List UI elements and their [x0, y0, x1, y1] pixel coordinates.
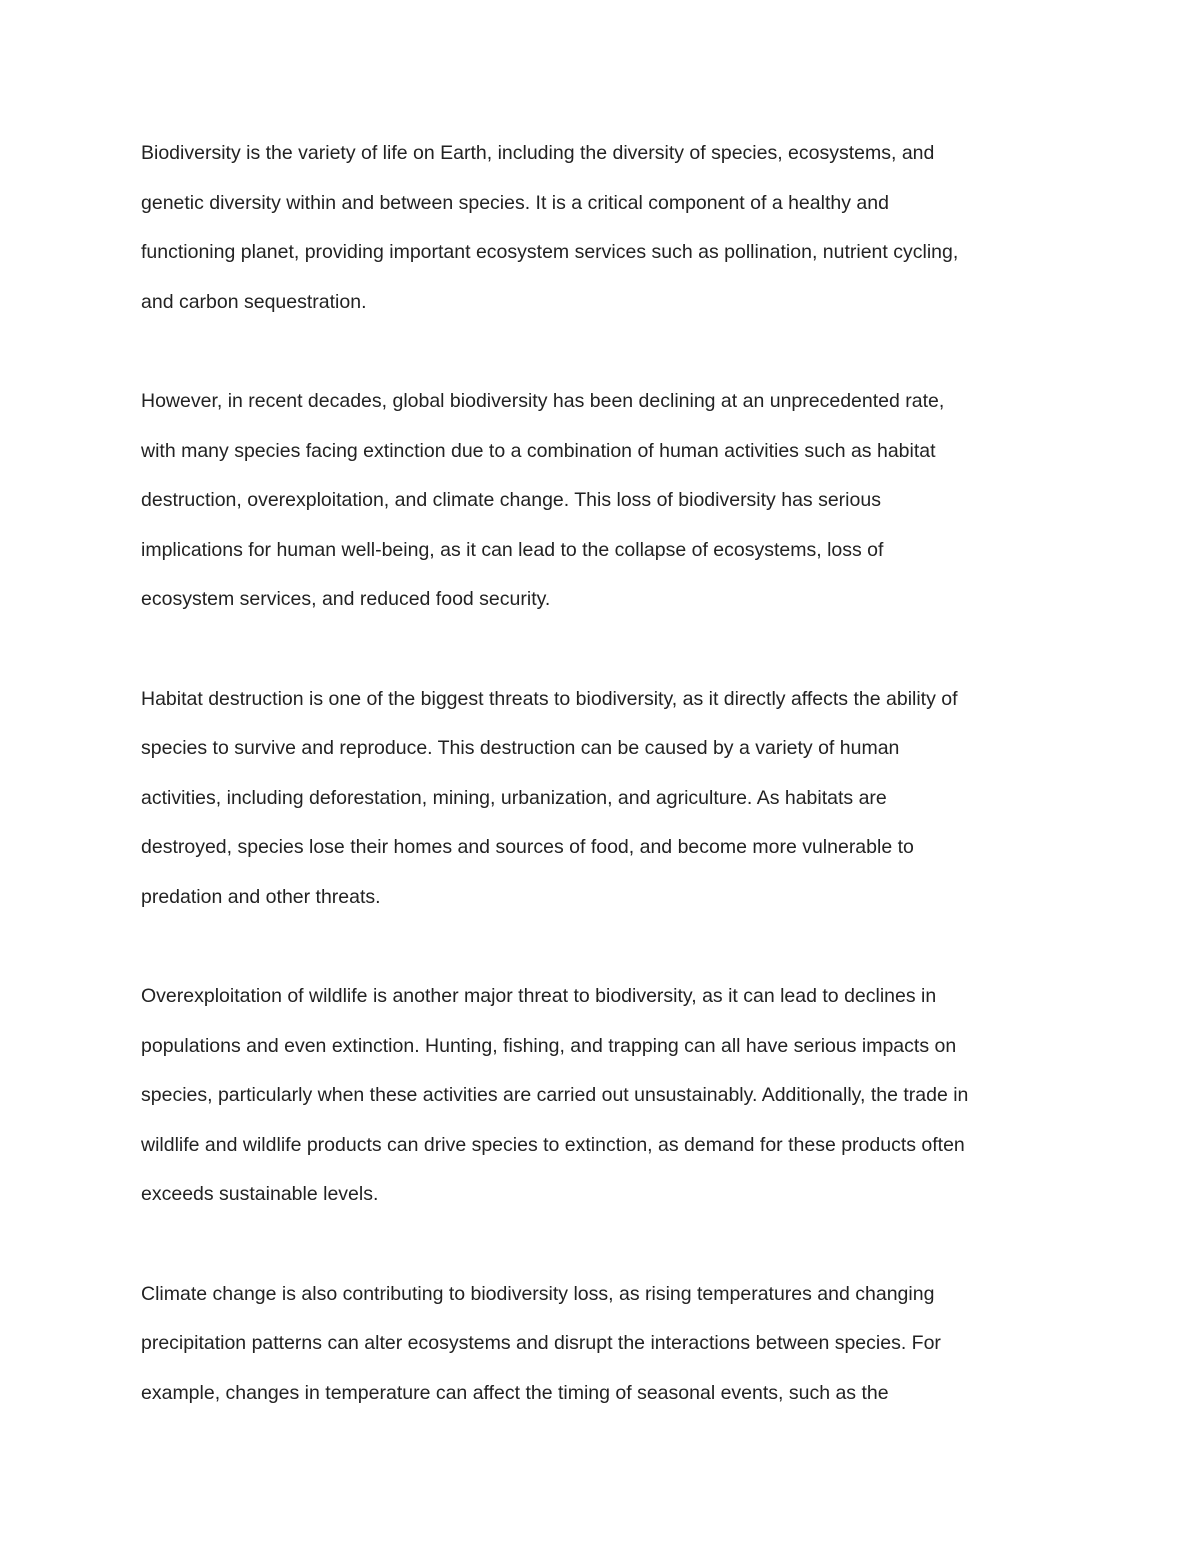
text-line: genetic diversity within and between species. It is a critical component of a healthy and	[141, 191, 889, 214]
text-line: wildlife and wildlife products can drive species to extinction, as demand for these products often	[141, 1133, 965, 1156]
text-line: implications for human well-being, as it can lead to the collapse of ecosystems, loss of	[141, 538, 884, 561]
text-line: destroyed, species lose their homes and sources of food, and become more vulnerable to	[141, 836, 914, 859]
text-line: Climate change is also contributing to biodiversity loss, as rising temperatures and changing	[141, 1282, 935, 1305]
text-line: predation and other threats.	[141, 885, 381, 908]
document-body	[141, 129, 1071, 1468]
text-line: populations and even extinction. Hunting, fishing, and trapping can all have serious impacts on	[141, 1034, 957, 1057]
paragraph-1	[141, 129, 1071, 327]
text-line: Overexploitation of wildlife is another major threat to biodiversity, as it can lead to declines in	[141, 985, 937, 1008]
text-line: species to survive and reproduce. This destruction can be caused by a variety of human	[141, 737, 900, 760]
text-line: ecosystem services, and reduced food security.	[141, 588, 551, 611]
paragraph-2	[141, 377, 1071, 625]
text-line: exceeds sustainable levels.	[141, 1183, 379, 1206]
paragraph-4	[141, 972, 1071, 1220]
text-line: example, changes in temperature can affect the timing of seasonal events, such as the	[141, 1381, 889, 1404]
text-line: precipitation patterns can alter ecosystems and disrupt the interactions between species. For	[141, 1332, 941, 1355]
text-line: destruction, overexploitation, and climate change. This loss of biodiversity has serious	[141, 489, 881, 512]
paragraph-5	[141, 1270, 1071, 1419]
text-line: with many species facing extinction due to a combination of human activities such as habitat	[141, 439, 936, 462]
text-line: Habitat destruction is one of the biggest threats to biodiversity, as it directly affects the ability of	[141, 687, 958, 710]
paragraph-3	[141, 675, 1071, 923]
text-line: However, in recent decades, global biodiversity has been declining at an unprecedented rate,	[141, 389, 945, 412]
text-line: functioning planet, providing important ecosystem services such as pollination, nutrient cycling,	[141, 241, 959, 264]
text-line: Biodiversity is the variety of life on Earth, including the diversity of species, ecosystems, and	[141, 142, 935, 164]
text-line: species, particularly when these activities are carried out unsustainably. Additionally, the trade in	[141, 1084, 969, 1107]
text-line: activities, including deforestation, mining, urbanization, and agriculture. As habitats are	[141, 786, 887, 809]
text-line: and carbon sequestration.	[141, 290, 367, 313]
